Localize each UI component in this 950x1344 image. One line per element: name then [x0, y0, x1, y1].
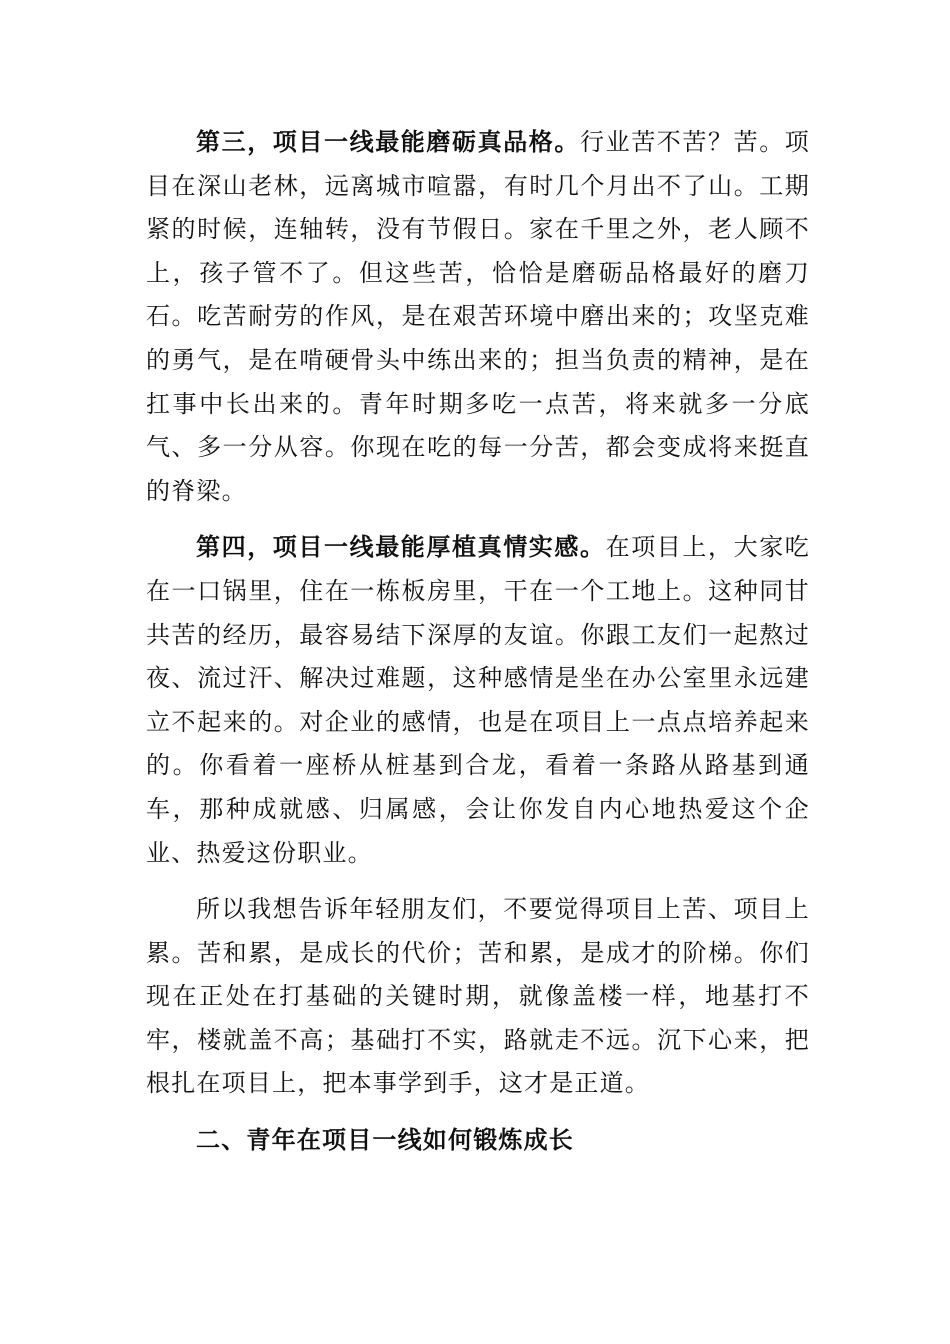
paragraph-body: 所以我想告诉年轻朋友们，不要觉得项目上苦、项目上累。苦和累，是成长的代价；苦和累，是成才的阶梯。你们现在正处在打基础的关键时期，就像盖楼一样，地基打不牢，楼就盖不高；基础打不实，路就走不远。沉下心来，把根扎在项目上，把本事学到手，这才是正道。 [146, 895, 810, 1098]
paragraph-body: 在项目上，大家吃在一口锅里，住在一栋板房里，干在一个工地上。这种同甘共苦的经历，最容易结下深厚的友谊。你跟工友们一起熬过夜、流过汗、解决过难题，这种感情是坐在办公室里永远建立不起来的。对企业的感情，也是在项目上一点点培养起来的。你看着一座桥从桩基到合龙，看着一条路从路基到通车，那种成就感、归属感，会让你发自内心地热爱这个企业、热爱这份职业。 [146, 533, 810, 867]
paragraph-fourth-point [146, 526, 810, 875]
paragraph-body: 行业苦不苦？苦。项目在深山老林，远离城市喧嚣，有时几个月出不了山。工期紧的时候，连轴转，没有节假日。家在千里之外，老人顾不上，孩子管不了。但这些苦，恰恰是磨砺品格最好的磨刀石。吃苦耐劳的作风，是在艰苦环境中磨出来的；攻坚克难的勇气，是在啃硬骨头中练出来的；担当负责的精神，是在扛事中长出来的。青年时期多吃一点苦，将来就多一分底气、多一分从容。你现在吃的每一分苦，都会变成将来挺直的脊梁。 [146, 128, 810, 505]
paragraph-lead: 第三，项目一线最能磨砺真品格。 [196, 128, 580, 156]
document-page [146, 121, 810, 1163]
paragraph-conclusion [146, 888, 810, 1106]
paragraph-lead: 第四，项目一线最能厚植真情实感。 [196, 533, 606, 562]
section-heading: 二、青年在项目一线如何锻炼成长 [196, 1126, 574, 1155]
paragraph-third-point [146, 121, 810, 513]
